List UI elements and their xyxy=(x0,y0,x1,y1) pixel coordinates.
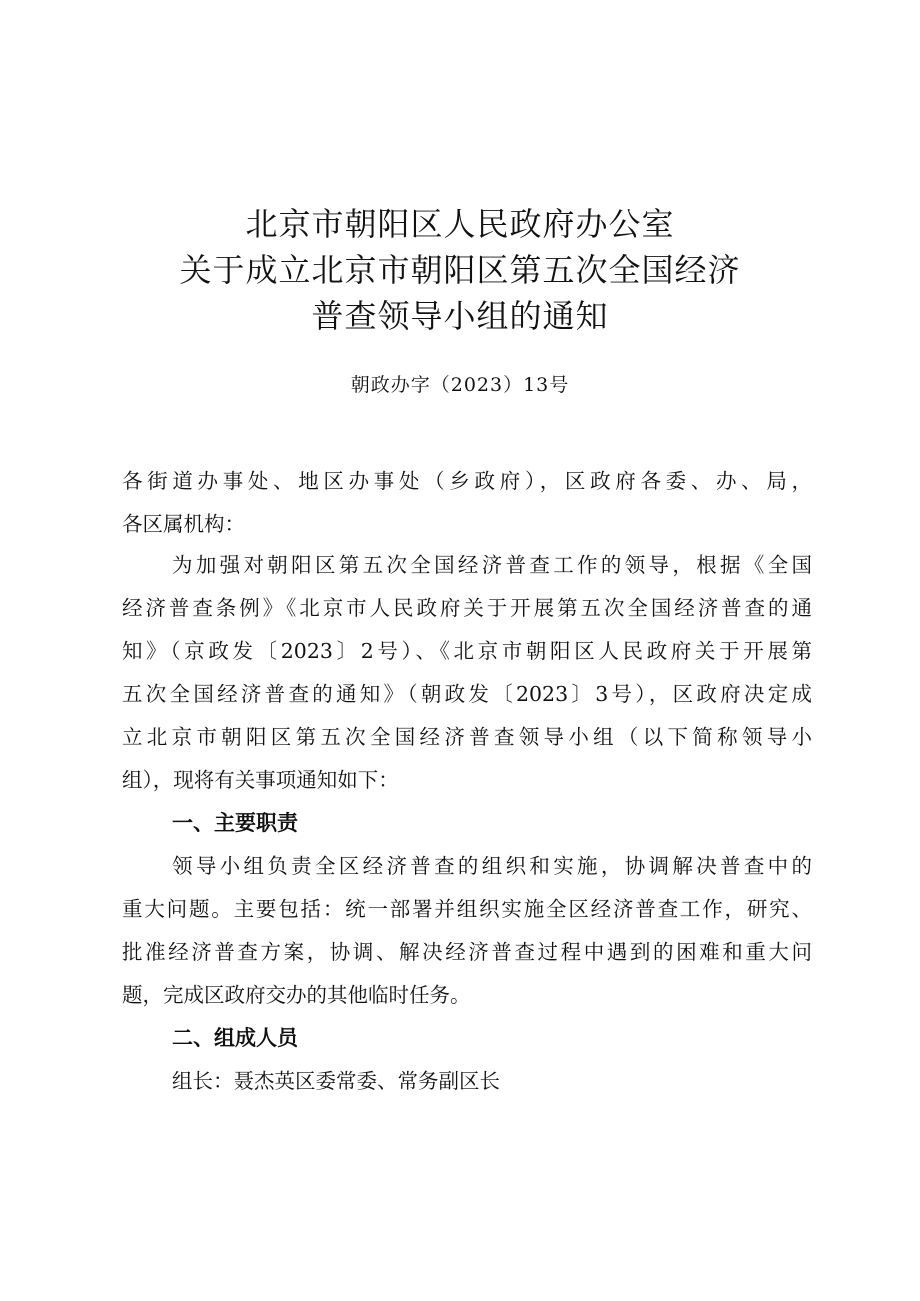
document-title-line-1: 北京市朝阳区人民政府办公室 xyxy=(245,205,675,243)
intro-line-2: 经济普查条例》《北京市人民政府关于开展第五次全国经济普查的通 xyxy=(122,596,812,620)
section-1-heading: 一、主要职责 xyxy=(172,811,298,835)
intro-line-6: 组），现将有关事项通知如下： xyxy=(122,768,399,792)
document-number: 朝政办字（2023）13号 xyxy=(350,374,570,396)
section-1-line-1: 领导小组负责全区经济普查的组织和实施，协调解决普查中的 xyxy=(172,854,812,878)
recipients-line-1: 各街道办事处、地区办事处（乡政府），区政府各委、办、局， xyxy=(122,469,812,493)
section-1-line-2: 重大问题。主要包括：统一部署并组织实施全区经济普查工作，研究、 xyxy=(122,897,812,921)
section-1-line-4: 题，完成区政府交办的其他临时任务。 xyxy=(122,983,471,1007)
recipients-line-2: 各区属机构： xyxy=(122,512,245,536)
section-1-line-3: 批准经济普查方案，协调、解决经济普查过程中遇到的困难和重大问 xyxy=(122,940,812,964)
intro-line-3: 知》（京政发〔2023〕2号）、《北京市朝阳区人民政府关于开展第 xyxy=(122,639,812,663)
intro-line-1: 为加强对朝阳区第五次全国经济普查工作的领导，根据《全国 xyxy=(172,553,812,577)
section-2-heading: 二、组成人员 xyxy=(172,1026,298,1050)
section-2-line-1: 组长：聂杰英区委常委、常务副区长 xyxy=(172,1069,500,1093)
document-title-line-3: 普查领导小组的通知 xyxy=(311,297,609,335)
intro-line-5: 立北京市朝阳区第五次全国经济普查领导小组（以下简称领导小 xyxy=(122,725,812,749)
intro-line-4: 五次全国经济普查的通知》（朝政发〔2023〕3号），区政府决定成 xyxy=(122,682,812,706)
document-title-line-2: 关于成立北京市朝阳区第五次全国经济 xyxy=(179,251,741,289)
